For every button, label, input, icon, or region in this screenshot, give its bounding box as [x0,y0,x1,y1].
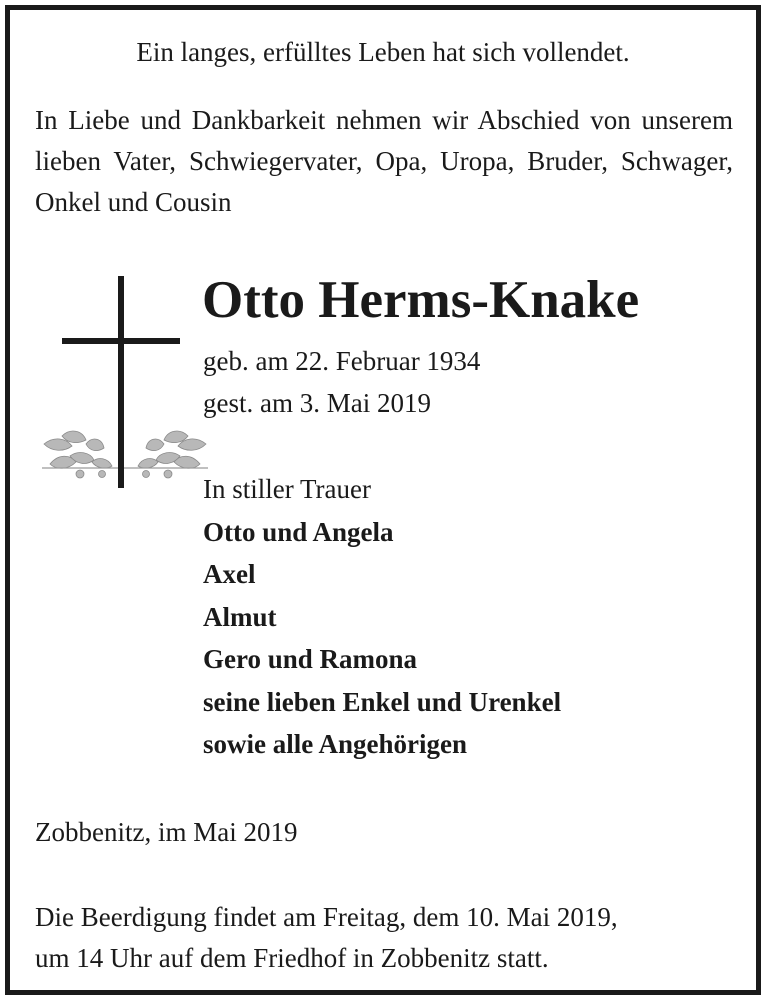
motto: Ein langes, erfülltes Leben hat sich vollendet. [136,37,630,67]
mourning-lead: In stiller Trauer [203,474,371,504]
mourner-name: Gero und Ramona [203,644,418,674]
mourner-name: seine lieben Enkel und Urenkel [203,686,562,717]
funeral-notice [35,897,733,979]
mourner-name: Axel [203,559,256,589]
funeral-line: um 14 Uhr auf dem Friedhof in Zobbenitz statt. [35,943,549,973]
cross-emblem [40,268,210,488]
birth-date: geb. am 22. Februar 1934 [203,346,481,376]
obituary-frame [5,5,761,995]
funeral-line: Die Beerdigung findet am Freitag, dem 10. Mai 2019, [35,902,618,932]
life-dates [203,340,480,424]
mourners-block [203,468,561,766]
place-date: Zobbenitz, im Mai 2019 [35,817,298,847]
intro-text: In Liebe und Dankbarkeit nehmen wir Abschied von unserem lieben Vater, Schwiegervater, Opa, Uropa, Bruder, Schwager, Onkel und Cousin [35,105,733,217]
deceased-name: Otto Herms-Knake [202,271,640,329]
mourner-name: Otto und Angela [203,516,394,547]
leaf-branch-icon [42,431,208,478]
cross-icon [40,268,210,488]
mourner-name: Almut [203,601,277,632]
mourner-name: sowie alle Angehörigen [203,729,467,759]
death-date: gest. am 3. Mai 2019 [203,388,431,418]
